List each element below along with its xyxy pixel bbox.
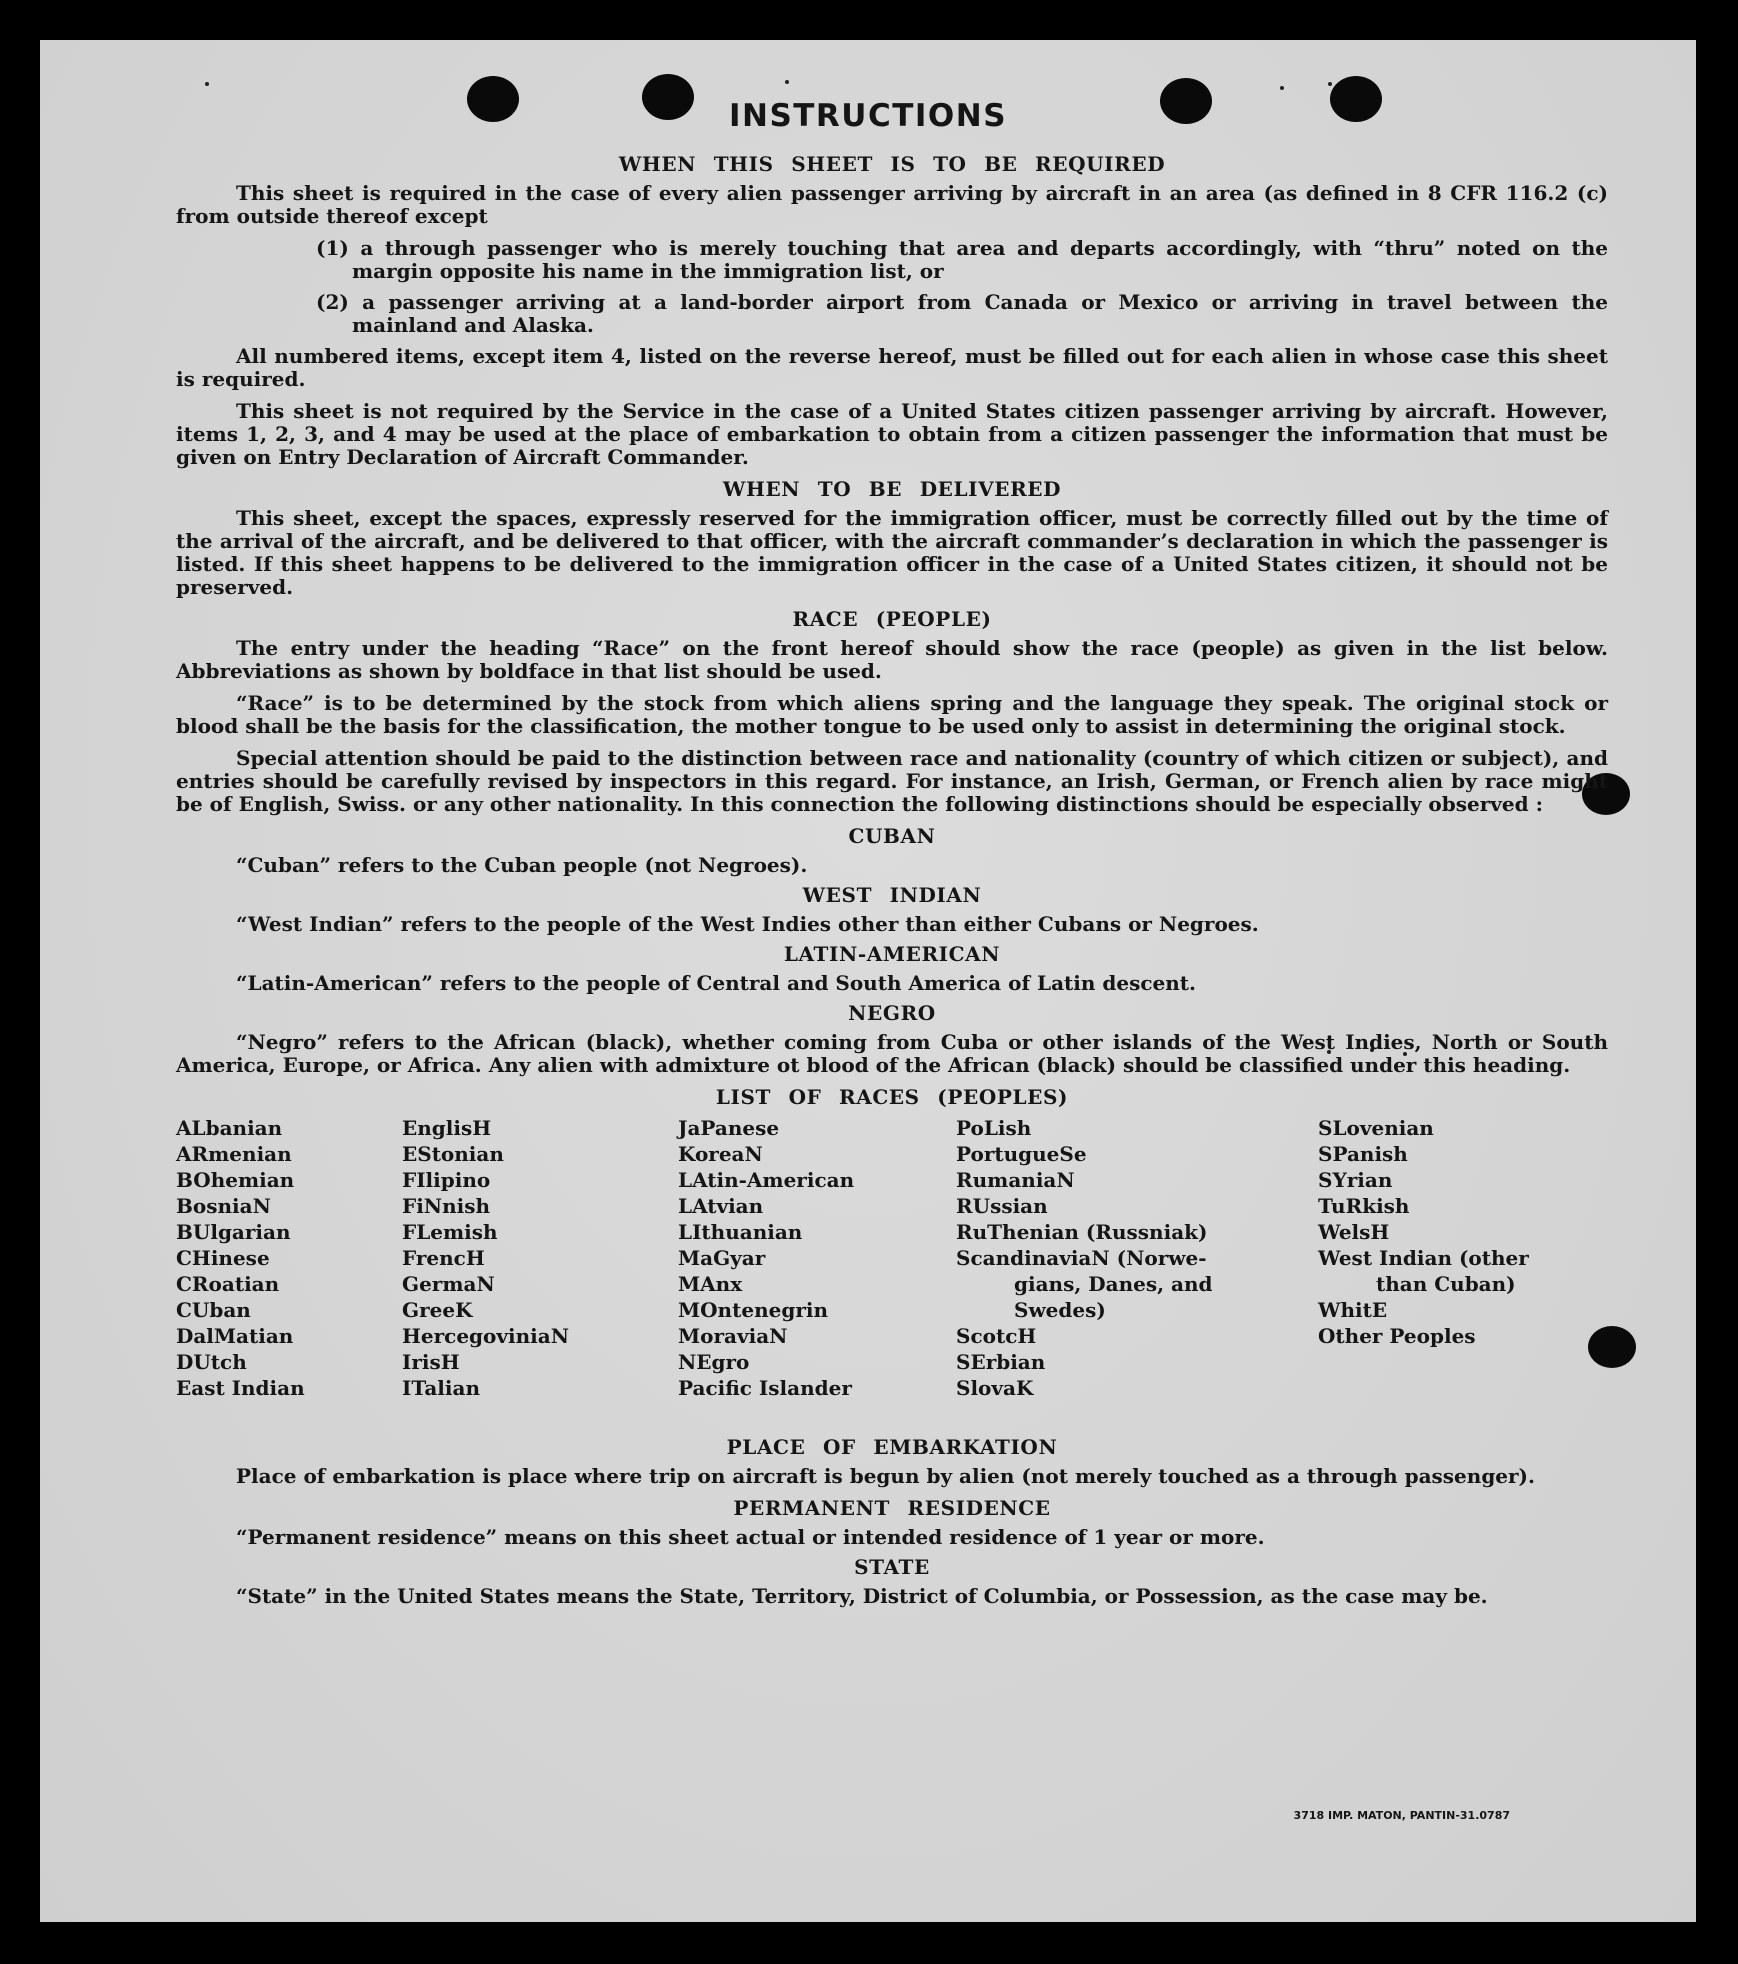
section-heading: CUBAN — [848, 824, 936, 848]
race-entry: East Indian — [176, 1376, 305, 1400]
speck — [785, 80, 789, 84]
race-entry: FLemish — [402, 1220, 498, 1244]
race-entry: BOhemian — [176, 1168, 295, 1192]
section-heading: LATIN-AMERICAN — [783, 942, 1001, 966]
race-column — [956, 1115, 1256, 1401]
race-entry: ScandinaviaN (Norwe- — [956, 1246, 1207, 1270]
race-entry: CUban — [176, 1298, 251, 1322]
section-heading: PLACE OF EMBARKATION — [726, 1435, 1058, 1459]
race-entry: Other Peoples — [1318, 1324, 1476, 1348]
race-entry: TuRkish — [1318, 1194, 1410, 1218]
race-entry: LIthuanian — [678, 1220, 803, 1244]
document-page — [40, 40, 1696, 1922]
race-entry: RumaniaN — [956, 1168, 1075, 1192]
list-item: (1) a through passenger who is merely touching that area and departs accordingly, with “thru” noted on the margin opposite his name in the immigration list, or — [316, 236, 1608, 283]
race-list — [176, 1115, 1608, 1431]
race-entry: Swedes) — [1014, 1298, 1106, 1322]
race-entry: GermaN — [402, 1272, 495, 1296]
race-entry: SPanish — [1318, 1142, 1408, 1166]
race-entry: than Cuban) — [1376, 1272, 1516, 1296]
race-column — [402, 1115, 672, 1401]
race-entry: LAtin-American — [678, 1168, 855, 1192]
race-entry: PortugueSe — [956, 1142, 1087, 1166]
race-entry: KoreaN — [678, 1142, 763, 1166]
paragraph: “Negro” refers to the African (black), whether coming from Cuba or other islands of the West Indies, North or South America, Europe, or Africa. Any alien with admixture ot blood of the African (black) should be classified under this heading. — [176, 1030, 1608, 1077]
paragraph: This sheet, except the spaces, expressly reserved for the immigration officer, must be correctly filled out by the time of the arrival of the aircraft, and be delivered to that officer, with the aircraft commander’s declaration in which the passenger is listed. If this sheet happens to be delivered to the immigration officer in the case of a United States citizen, it should not be preserved. — [176, 506, 1608, 599]
race-entry: SErbian — [956, 1350, 1046, 1374]
section-heading: WHEN TO BE DELIVERED — [722, 477, 1062, 501]
speck — [1328, 82, 1332, 86]
race-entry: SLovenian — [1318, 1116, 1434, 1140]
printer-imprint: 3718 IMP. MATON, PANTIN-31.0787 — [1293, 1809, 1510, 1822]
race-entry: Pacific Islander — [678, 1376, 852, 1400]
paragraph: Special attention should be paid to the distinction between race and nationality (country of which citizen or subject), and entries should be carefully revised by inspectors in this regard. For instance, an Irish, German, or French alien by race might be of English, Swiss. or any other nationality. In this connection the following distinctions should be especially observed : — [176, 746, 1608, 816]
race-entry: RuThenian (Russniak) — [956, 1220, 1208, 1244]
document-title: INSTRUCTIONS — [728, 98, 1008, 134]
paragraph: The entry under the heading “Race” on the front hereof should show the race (people) as given in the list below. Abbreviations as shown by boldface in that list should be used. — [176, 636, 1608, 683]
section-heading: WEST INDIAN — [802, 883, 982, 907]
race-entry: FIlipino — [402, 1168, 491, 1192]
paragraph: All numbered items, except item 4, listed on the reverse hereof, must be filled out for each alien in whose case this sheet is required. — [176, 344, 1608, 391]
race-entry: West Indian (other — [1318, 1246, 1529, 1270]
race-entry: NEgro — [678, 1350, 750, 1374]
definition: “Latin-American” refers to the people of Central and South America of Latin descent. — [236, 971, 1196, 995]
paragraph: Place of embarkation is place where trip on aircraft is begun by alien (not merely touched as a through passenger). — [236, 1464, 1535, 1488]
race-entry: gians, Danes, and — [1014, 1272, 1213, 1296]
instructions-body — [176, 148, 1608, 1615]
race-entry: ARmenian — [176, 1142, 292, 1166]
race-column — [1318, 1115, 1618, 1349]
race-entry: HercegoviniaN — [402, 1324, 569, 1348]
race-entry: ITalian — [402, 1376, 480, 1400]
section-heading: RACE (PEOPLE) — [792, 607, 992, 631]
race-entry: FrencH — [402, 1246, 485, 1270]
paragraph: This sheet is required in the case of every alien passenger arriving by aircraft in an area (as defined in 8 CFR 116.2 (c) from outside thereof except — [176, 181, 1608, 228]
list-item: (2) a passenger arriving at a land-border airport from Canada or Mexico or arriving in travel between the mainland and Alaska. — [316, 290, 1608, 337]
race-entry: ALbanian — [176, 1116, 283, 1140]
paragraph: This sheet is not required by the Service in the case of a United States citizen passenger arriving by aircraft. However, items 1, 2, 3, and 4 may be used at the place of embarkation to obtain from a citizen passenger the information that must be given on Entry Declaration of Aircraft Commander. — [176, 399, 1608, 469]
race-entry: ScotcH — [956, 1324, 1037, 1348]
race-entry: IrisH — [402, 1350, 460, 1374]
race-entry: CHinese — [176, 1246, 270, 1270]
race-entry: MaGyar — [678, 1246, 766, 1270]
section-heading: NEGRO — [848, 1001, 936, 1025]
race-entry: BUlgarian — [176, 1220, 291, 1244]
race-entry: BosniaN — [176, 1194, 271, 1218]
race-entry: DUtch — [176, 1350, 247, 1374]
speck — [1280, 86, 1284, 90]
race-entry: RUssian — [956, 1194, 1048, 1218]
definition: “West Indian” refers to the people of the West Indies other than either Cubans or Negroes. — [236, 912, 1259, 936]
race-entry: WelsH — [1318, 1220, 1390, 1244]
section-heading: STATE — [854, 1555, 930, 1579]
race-entry: LAtvian — [678, 1194, 764, 1218]
race-entry: EnglisH — [402, 1116, 492, 1140]
race-entry: MoraviaN — [678, 1324, 788, 1348]
race-entry: CRoatian — [176, 1272, 280, 1296]
race-entry: FiNnish — [402, 1194, 491, 1218]
race-entry: JaPanese — [678, 1116, 780, 1140]
race-column — [678, 1115, 948, 1401]
definition: “Permanent residence” means on this sheet actual or intended residence of 1 year or more. — [236, 1525, 1265, 1549]
race-entry: MOntenegrin — [678, 1298, 828, 1322]
definition: “State” in the United States means the State, Territory, District of Columbia, or Possession, as the case may be. — [236, 1584, 1488, 1608]
race-entry: DalMatian — [176, 1324, 294, 1348]
race-column — [176, 1115, 396, 1401]
race-entry: SlovaK — [956, 1376, 1034, 1400]
race-entry: EStonian — [402, 1142, 504, 1166]
race-entry: PoLish — [956, 1116, 1032, 1140]
section-heading: LIST OF RACES (PEOPLES) — [715, 1085, 1069, 1109]
section-heading: PERMANENT RESIDENCE — [733, 1496, 1051, 1520]
section-heading: WHEN THIS SHEET IS TO BE REQUIRED — [618, 152, 1166, 176]
race-entry: WhitE — [1318, 1298, 1388, 1322]
paragraph: “Race” is to be determined by the stock from which aliens spring and the language they speak. The original stock or blood shall be the basis for the classification, the mother tongue to be used only to assist in determining the original stock. — [176, 691, 1608, 738]
race-entry: MAnx — [678, 1272, 743, 1296]
race-entry: GreeK — [402, 1298, 473, 1322]
definition: “Cuban” refers to the Cuban people (not Negroes). — [236, 853, 808, 877]
speck — [205, 82, 209, 86]
race-entry: SYrian — [1318, 1168, 1393, 1192]
